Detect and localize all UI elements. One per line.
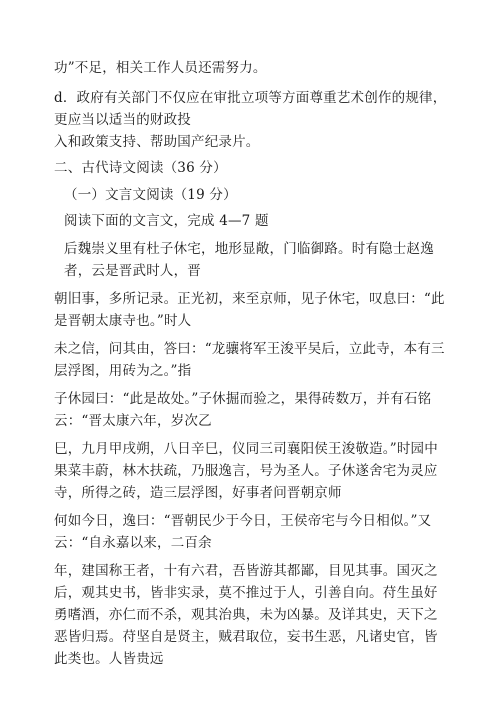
text-line: 后魏崇义里有杜子休宅，地形显敞，门临御路。时有隐士赵逸者，云是晋武时人，晋	[64, 241, 434, 279]
instruction-line: 阅读下面的文言文，完成 4—7 题	[64, 213, 269, 229]
text-line: 入和政策支持、帮助国产纪录片。	[54, 134, 260, 150]
text-line: 子休园曰：“此是故处。”子休掘而验之，果得砖数万，并有石铭云：“晋太康六年，岁次乙	[54, 391, 432, 429]
text-line: 功”不足，相关工作人员还需努力。	[54, 60, 267, 76]
text-line: 何如今日，逸曰：“晋朝民少于今日，王侯帝宅与今日相似。”又云：“自永嘉以来，二百余	[54, 513, 432, 551]
subsection-heading: （一）文言文阅读（19 分）	[64, 187, 237, 203]
text-line: 巳，九月甲戌朔，八日辛巳，仪同三司襄阳侯王浚敬造。”时园中果菜丰蔚，林木扶疏，乃服逸言，号为圣人。子休遂舍宅为灵应寺，所得之砖，造三层浮图，好事者问晋朝京师	[54, 441, 438, 501]
text-line: 年，建国称王者，十有六君，吾皆游其都鄙，目见其事。国灭之后，观其史书，皆非实录，莫不推过于人，引善自向。苻生虽好勇嗜酒，亦仁而不杀，观其治典，未为凶暴。及详其史，天下之恶皆归焉。苻坚自是贤主，贼君取位，妄书生恶，凡诸史官，皆此类也。人皆贵远	[54, 563, 438, 667]
text-line: 朝旧事，多所记录。正光初，来至京师，见子休宅，叹息曰：“此是晋朝太康寺也。”时人	[54, 291, 445, 329]
section-heading: 二、古代诗文阅读（36 分）	[54, 160, 227, 176]
text-line: d．政府有关部门不仅应在审批立项等方面尊重艺术创作的规律，更应当以适当的财政投	[54, 90, 447, 128]
text-line: 未之信，问其由，答曰：“龙骧将军王浚平吴后，立此寺，本有三层浮图，用砖为之。”指	[54, 341, 445, 379]
